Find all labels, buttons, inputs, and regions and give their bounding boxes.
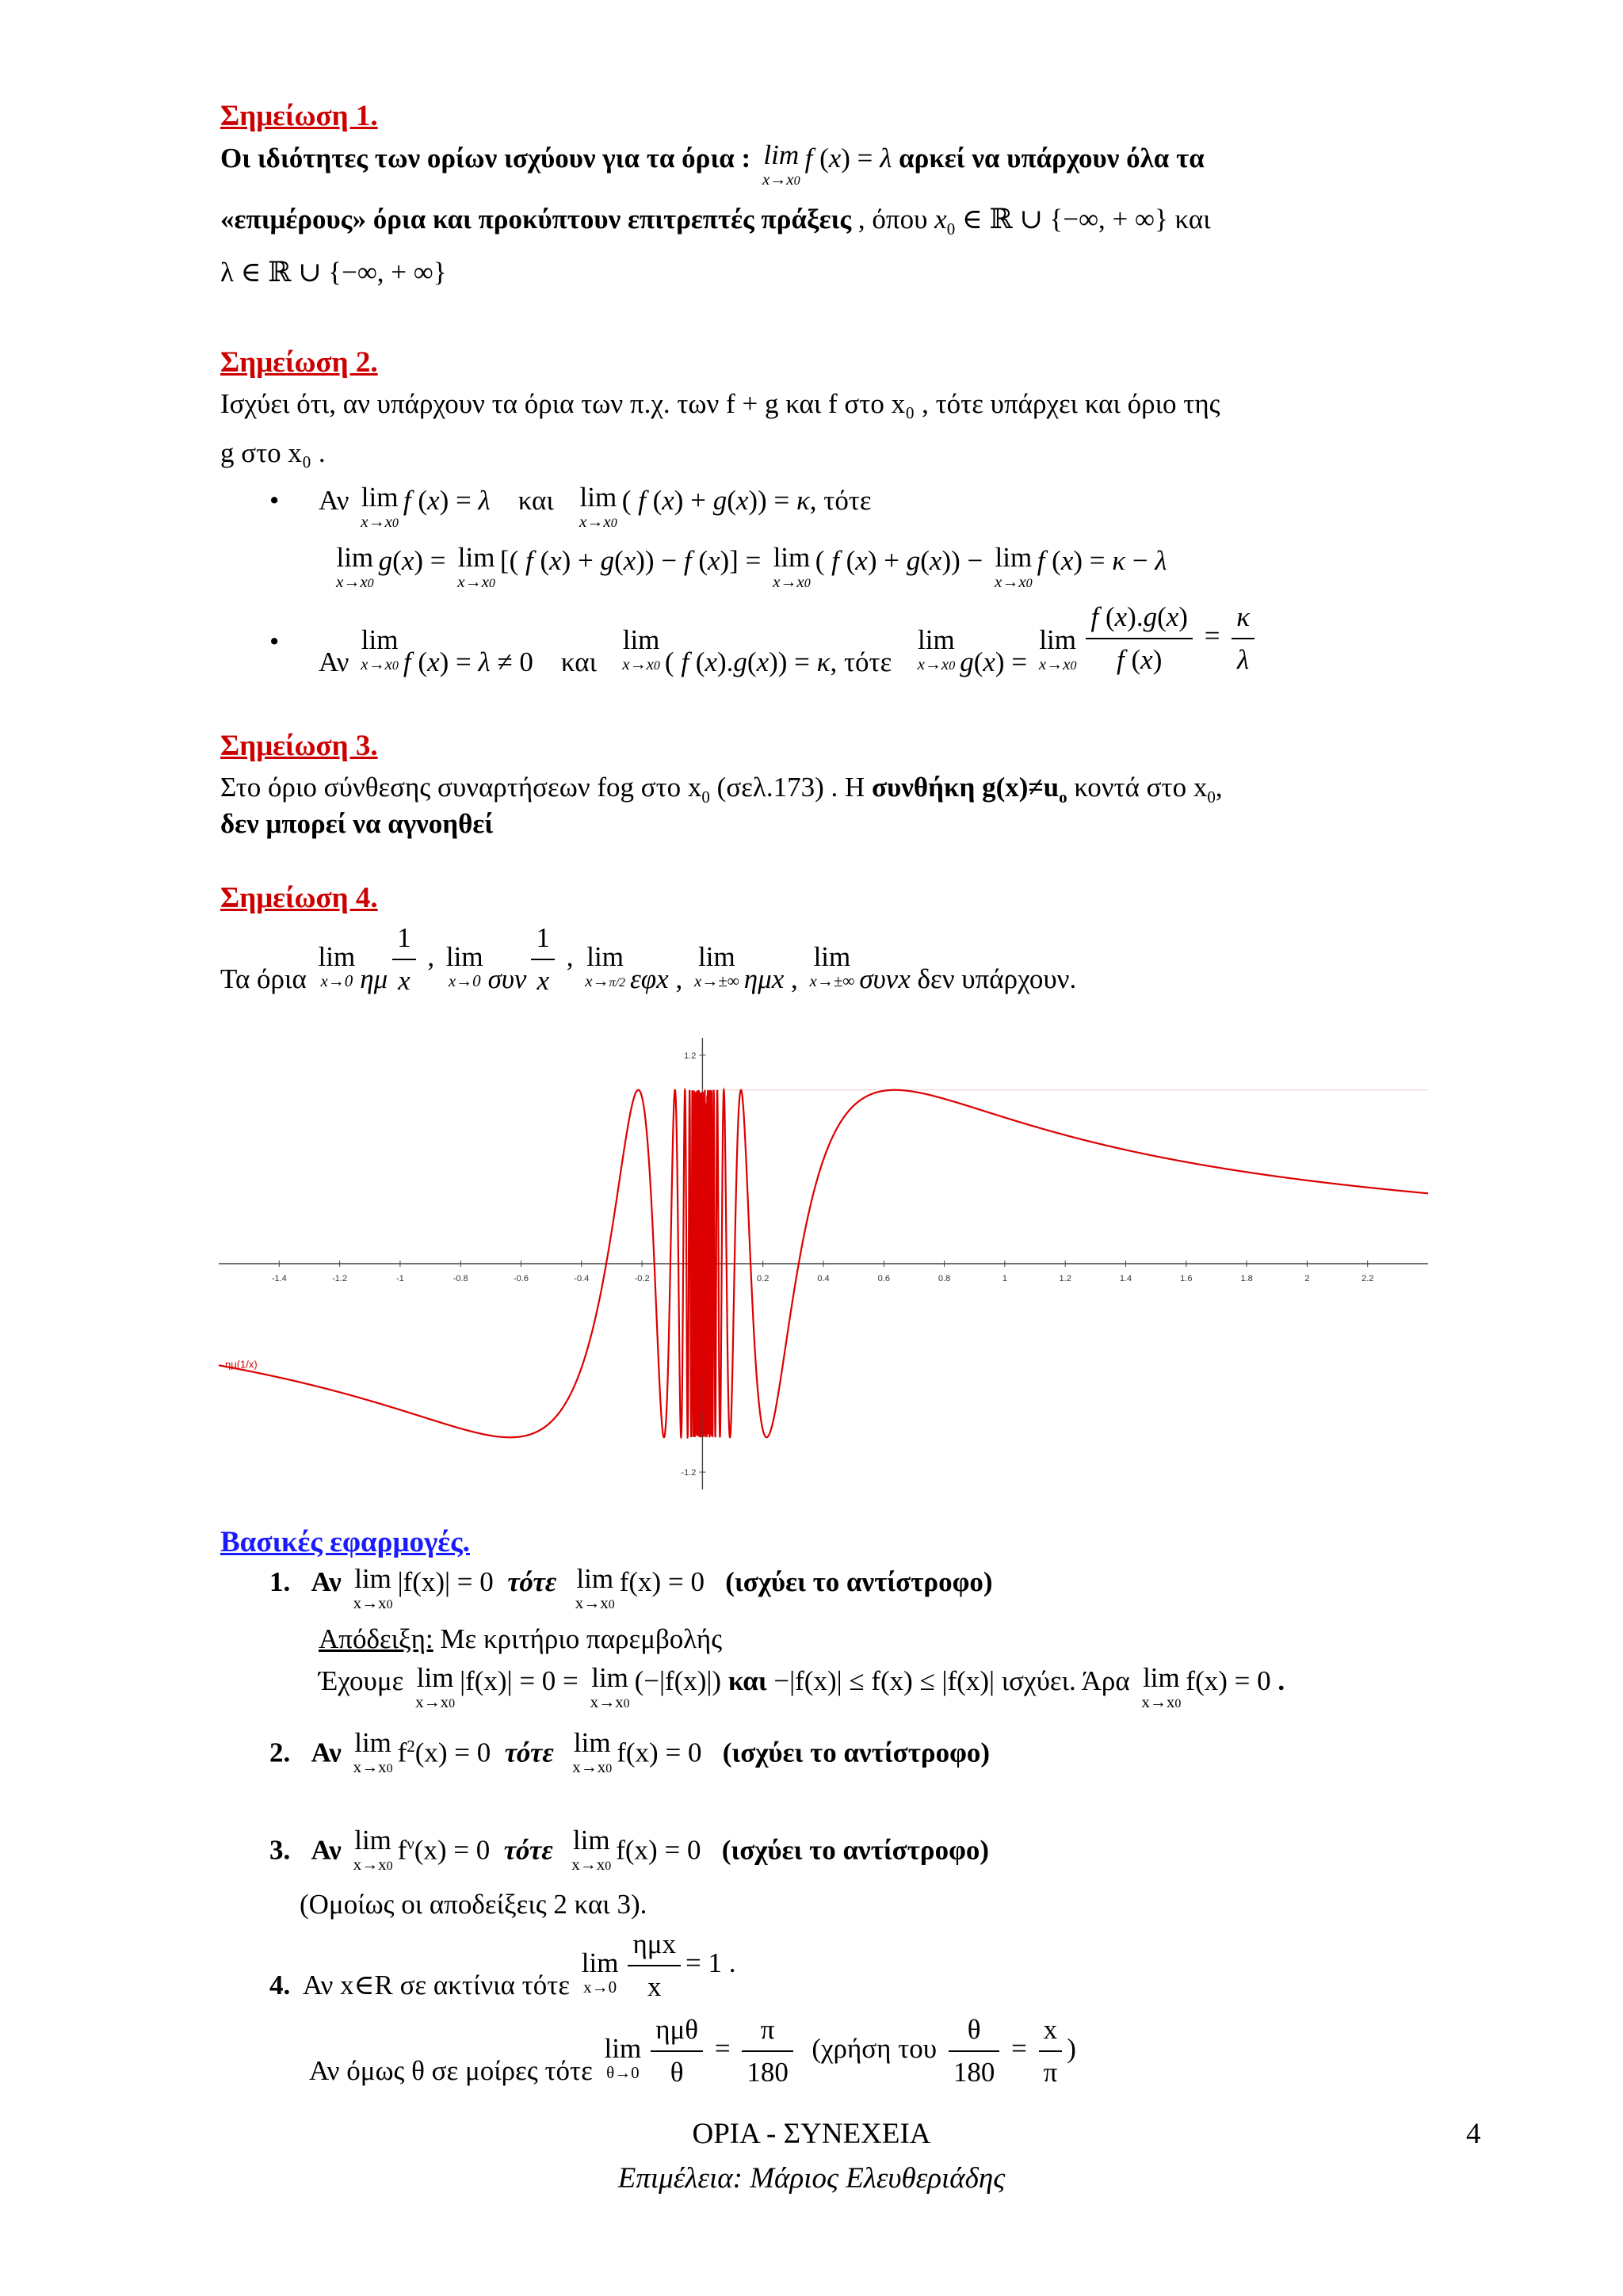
note2-bullet2: Αν lim x→x0 f (x) = λ ≠ 0 και lim x→x0 ( f (x).g(x)) = κ, τότε lim x→x0 g(x) = lim x→x0 $\frac{f (x).g(x)}{f (x)}$ = $\frac{\kappa}{\lambda}$ bbox=[319, 600, 1259, 677]
holds-text: ισχύει. Άρα bbox=[1001, 1665, 1130, 1696]
apps-title: Βασικές εφαρμογές. bbox=[220, 1526, 470, 1558]
footer-title: ΟΡΙΑ - ΣΥΝΕΧΕΙΑ bbox=[692, 2118, 931, 2150]
x-tick-label: 1.2 bbox=[1059, 1274, 1071, 1283]
proof-label: Απόδειξη: bbox=[319, 1623, 433, 1654]
note4-post: δεν υπάρχουν. bbox=[910, 963, 1077, 995]
x-tick-label: -0.8 bbox=[453, 1274, 468, 1283]
close-paren: ) bbox=[1067, 2033, 1076, 2065]
note1-line1: Οι ιδιότητες των ορίων ισχύουν για τα όρια : lim x→x0 f (x) = λ αρκεί να υπάρχουν όλα τα bbox=[220, 139, 1205, 189]
inverse-note: (ισχύει το αντίστροφο) bbox=[725, 1566, 993, 1597]
tick-labels bbox=[272, 1051, 1374, 1478]
note4-pre: Τα όρια bbox=[220, 963, 307, 995]
app4-use-text: (χρήση του bbox=[812, 2033, 938, 2065]
note1-line1-end: αρκεί να υπάρχουν όλα τα bbox=[899, 143, 1205, 174]
then-word: , τότε bbox=[830, 646, 892, 678]
x-tick-label: -0.6 bbox=[514, 1274, 529, 1283]
x-tick-label: 0.8 bbox=[938, 1274, 951, 1283]
x-tick-label: 1.6 bbox=[1180, 1274, 1193, 1283]
if-word: Αν bbox=[311, 1566, 342, 1597]
bullet-1: • bbox=[269, 485, 280, 516]
lim-expr: lim x→x0 bbox=[762, 139, 800, 189]
bullet-2: • bbox=[269, 626, 280, 657]
and-word: και bbox=[517, 485, 554, 516]
inverse-note: (ισχύει το αντίστροφο) bbox=[722, 1737, 991, 1768]
if-word: Αν bbox=[311, 1737, 342, 1768]
x-tick-label: 0.2 bbox=[757, 1274, 769, 1283]
x-tick-label: 2 bbox=[1304, 1274, 1310, 1283]
have-word: Έχουμε bbox=[319, 1665, 404, 1696]
note1-line3: λ ∈ ℝ ∪ {−∞, + ∞} bbox=[220, 257, 447, 288]
app4-text: Αν x∈R σε ακτίνια τότε bbox=[302, 1970, 571, 2001]
then-word: τότε bbox=[504, 1737, 554, 1768]
proof-text: Με κριτήριο παρεμβολής bbox=[433, 1623, 723, 1654]
lim-expr: lim x→x0 bbox=[579, 482, 617, 531]
note1-line2-where: , όπου bbox=[851, 204, 935, 235]
app1-proof-line: Έχουμε lim x→x0 |f(x)| = 0 = lim x→x0 (−|f(x)|) και −|f(x)| ≤ f(x) ≤ |f(x)| ισχύει. Άρα lim x→x0 f(x) = 0 . bbox=[319, 1662, 1285, 1711]
sin-1-over-x-graph bbox=[219, 1038, 1428, 1489]
app4-degrees: Αν όμως θ σε μοίρες τότε lim θ→0 $\frac{\text{ημθ}}{\theta}$ = $\frac{\pi}{180}$ (χρήση του $\frac{\theta}{180}$ = $\frac{x}{\pi}$ ) bbox=[309, 2014, 1076, 2088]
note1-line1-text: Οι ιδιότητες των ορίων ισχύουν για τα όρια : bbox=[220, 143, 758, 174]
note3-title: Σημείωση 3. bbox=[220, 730, 378, 762]
note2-title: Σημείωση 2. bbox=[220, 346, 378, 379]
y-tick-label: -1.2 bbox=[681, 1468, 697, 1478]
app1-number: 1. bbox=[269, 1566, 291, 1597]
app3-number: 3. bbox=[269, 1834, 291, 1866]
if-word: Αν bbox=[311, 1834, 342, 1866]
note2-bullet1: Αν lim x→x0 f (x) = λ και lim x→x0 ( f (x) + g(x)) = κ, τότε bbox=[319, 482, 872, 531]
x-tick-label: -0.4 bbox=[574, 1274, 590, 1283]
footer-author: Επιμέλεια: Μάριος Ελευθεριάδης bbox=[617, 2162, 1006, 2195]
and-word: και bbox=[560, 646, 597, 678]
x-tick-label: 0.4 bbox=[817, 1274, 830, 1283]
x-tick-label: 2.2 bbox=[1361, 1274, 1374, 1283]
note1-line2-and: και bbox=[1167, 204, 1211, 235]
app4-number: 4. bbox=[269, 1970, 291, 2001]
note2-line2: g στο x₀ . bbox=[220, 437, 326, 468]
note3-comma: , bbox=[1215, 772, 1223, 803]
lim-expr: lim x→x0 bbox=[361, 482, 399, 531]
page-number: 4 bbox=[1466, 2118, 1481, 2150]
if-word: Αν bbox=[319, 485, 349, 516]
and-word: και bbox=[727, 1665, 767, 1696]
y-tick-label: 1.2 bbox=[684, 1051, 697, 1061]
then-word: τότε bbox=[507, 1566, 557, 1597]
note3-text-a: Στο όριο σύνθεσης συναρτήσεων fog στο x bbox=[220, 772, 702, 803]
app1: 1. Αν lim x→x0 |f(x)| = 0 τότε lim x→x0 f(x) = 0 (ισχύει το αντίστροφο) bbox=[269, 1563, 993, 1612]
note4-title: Σημείωση 4. bbox=[220, 882, 378, 914]
x-tick-label: 1 bbox=[1002, 1274, 1007, 1283]
app4-degrees-text: Αν όμως θ σε μοίρες τότε bbox=[309, 2055, 593, 2087]
inverse-note: (ισχύει το αντίστροφο) bbox=[721, 1834, 990, 1866]
note1-title: Σημείωση 1. bbox=[220, 100, 378, 132]
note3-line2: δεν μπορεί να αγνοηθεί bbox=[220, 808, 494, 839]
x-tick-label: -1.4 bbox=[271, 1274, 287, 1283]
similar-note: (Ομοίως οι αποδείξεις 2 και 3). bbox=[300, 1889, 647, 1920]
series-label: ημ(1/x) bbox=[225, 1358, 258, 1371]
app2: 2. Αν lim x→x0 $f^2(x) = 0$ τότε lim x→x0 f(x) = 0 (ισχύει το αντίστροφο) bbox=[269, 1727, 991, 1776]
x-tick-label: -0.2 bbox=[634, 1274, 650, 1283]
note1-line2-text: «επιμέρους» όρια και προκύπτουν επιτρεπτές πράξεις bbox=[220, 204, 852, 235]
note3-line1: Στο όριο σύνθεσης συναρτήσεων fog στο $x_0$ (σελ.173) . Η συνθήκη $g(x)\ne u_o$ κοντά στο $x_0$, bbox=[220, 772, 1223, 807]
then-word: τότε bbox=[503, 1834, 553, 1866]
x-tick-label: 0.6 bbox=[877, 1274, 890, 1283]
x-tick-label: 1.8 bbox=[1240, 1274, 1253, 1283]
note3-condition: συνθήκη g(x)≠u bbox=[872, 772, 1060, 803]
note2-line1: Ισχύει ότι, αν υπάρχουν τα όρια των π.χ. των f + g και f στο x₀ , τότε υπάρχει και όριο της bbox=[220, 388, 1220, 419]
x-tick-label: 1.4 bbox=[1119, 1274, 1132, 1283]
note2-derivation1: lim x→x0 g(x) = lim x→x0 [( f (x) + g(x)) − f (x)] = lim x→x0 ( f (x) + g(x)) − lim x→x0 f (x) = κ − λ bbox=[336, 542, 1167, 591]
x-tick-label: -1.2 bbox=[332, 1274, 348, 1283]
then-word: , τότε bbox=[809, 485, 872, 516]
x-tick-label: -1 bbox=[396, 1274, 404, 1283]
app2-number: 2. bbox=[269, 1737, 291, 1768]
note3-text-d: κοντά στο x bbox=[1067, 772, 1208, 803]
note4-line: Τα όρια lim x→0 ημ $\frac{1}{x}$ , lim x→0 συν $\frac{1}{x}$ , lim x→π/2 εφx , lim x→±∞ ημx , lim x→±∞ συνx δεν υπάρχουν. bbox=[220, 922, 1077, 996]
if-word: Αν bbox=[319, 646, 349, 678]
app3: 3. Αν lim x→x0 $f^\nu(x) = 0$ τότε lim x→x0 f(x) = 0 (ισχύει το αντίστροφο) bbox=[269, 1825, 990, 1874]
note1-line2: «επιμέρους» όρια και προκύπτουν επιτρεπτές πράξεις , όπου $x_0$ ∈ ℝ ∪ {−∞, + ∞} και bbox=[220, 204, 1211, 238]
note3-text-b: (σελ.173) . Η bbox=[709, 772, 873, 803]
app1-proof bbox=[319, 1622, 722, 1657]
app4: 4. Αν x∈R σε ακτίνια τότε lim x→0 $\frac{\text{ημx}}{x}$ = 1 . bbox=[269, 1928, 736, 2002]
